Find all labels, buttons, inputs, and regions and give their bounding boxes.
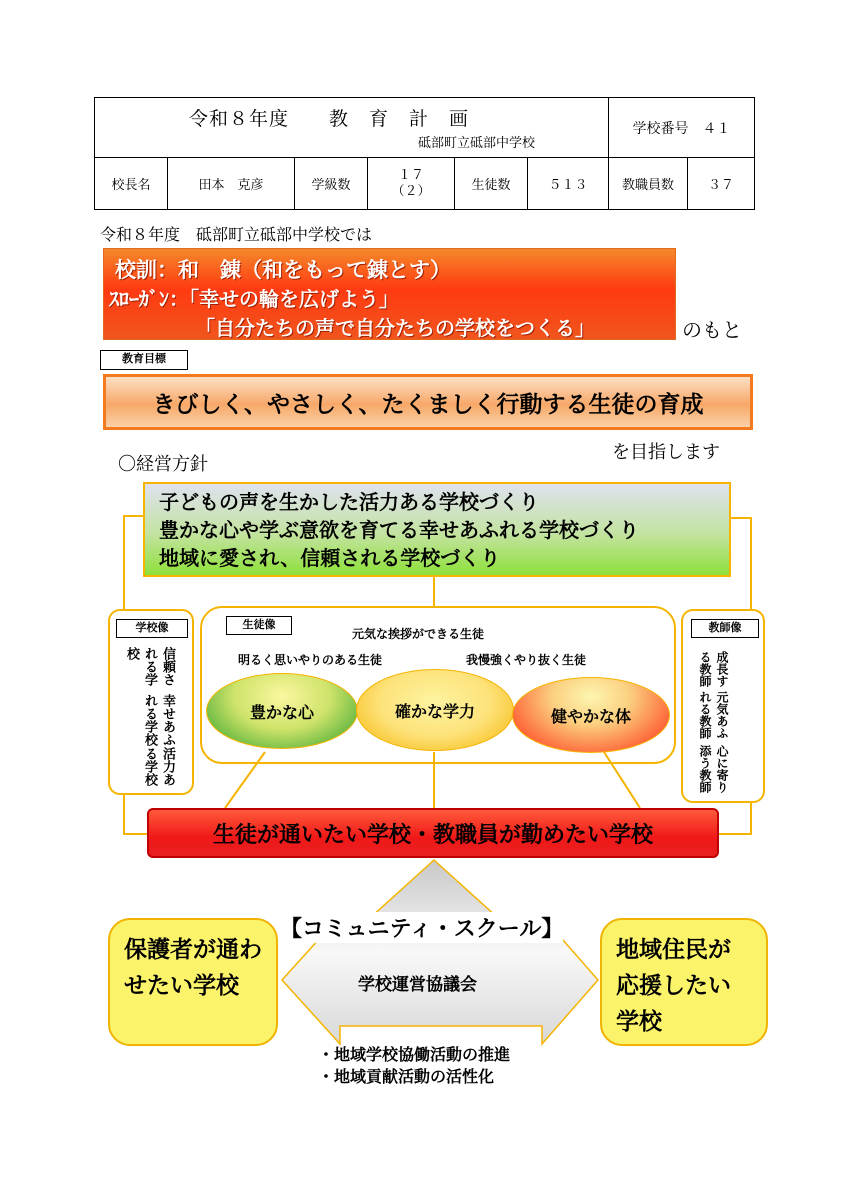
- school-image-label: 学校像: [116, 619, 188, 638]
- principal-label: 校長名: [95, 158, 168, 210]
- motto-line-1: 校訓：和 錬（和をもって錬とす）: [115, 258, 451, 282]
- oval-body-label: 健やかな体: [550, 706, 631, 726]
- vision-text: 生徒が通いたい学校・教職員が勤めたい学校: [212, 822, 653, 848]
- goal-label: 教育目標: [100, 350, 188, 370]
- bullet-item: ・地域貢献活動の活性化: [318, 1067, 495, 1086]
- school-image-line: 活力ある学校: [142, 747, 175, 786]
- oval-heart-label: 豊かな心: [249, 702, 314, 722]
- students-label: 生徒数: [455, 158, 528, 210]
- student-image-label: 生徒像: [226, 616, 292, 635]
- principal-name: 田本 克彦: [168, 158, 295, 210]
- policy-item: 地域に愛され、信頼される学校づくり: [159, 546, 501, 570]
- motto-line-3: 「自分たちの声で自分たちの学校をつくる」: [195, 316, 595, 340]
- council-label: 学校運営協議会: [358, 975, 477, 995]
- classes-count: １７: [397, 167, 424, 183]
- goal-suffix: を目指します: [612, 442, 720, 463]
- staff-label: 教職員数: [609, 158, 688, 210]
- policy-item: 豊かな心や学ぶ意欲を育てる幸せあふれる学校づくり: [159, 518, 639, 542]
- teacher-image-line: 成長する教師: [698, 651, 729, 688]
- motto-line-2: ｽﾛｰｶﾞﾝ：「幸せの輪を広げよう」: [109, 287, 399, 311]
- intro-text: 令和８年度 砥部町立砥部中学校では: [100, 225, 373, 244]
- student-trait-left: 明るく思いやりのある生徒: [238, 653, 383, 667]
- teacher-image-label: 教師像: [691, 619, 759, 638]
- community-bullets: [318, 1044, 510, 1088]
- residents-box: [600, 918, 768, 1046]
- residents-text: 地域住民が応援したい学校: [616, 937, 731, 1035]
- student-trait-right: 我慢強くやり抜く生徒: [466, 653, 587, 667]
- school-number: 学校番号 ４１: [609, 98, 755, 158]
- staff-value: ３７: [688, 158, 755, 210]
- student-trait-top: 元気な挨拶ができる生徒: [352, 627, 485, 641]
- teacher-image-line: 元気あふれる教師: [698, 691, 729, 740]
- parents-text: 保護者が通わせたい学校: [124, 937, 262, 999]
- community-title: 【コミュニティ・スクール】: [280, 912, 563, 943]
- school-image-line: 信頼される学校: [124, 647, 175, 686]
- classes-special: （２）: [391, 183, 431, 199]
- motto-suffix: のもと: [682, 318, 742, 342]
- school-name: 砥部町立砥部中学校: [418, 136, 536, 151]
- students-value: ５１３: [528, 158, 609, 210]
- plan-title: 令和８年度 教 育 計 画: [189, 108, 470, 130]
- classes-label: 学級数: [295, 158, 368, 210]
- parents-box: [108, 918, 278, 1046]
- policy-label: 〇経営方針: [118, 454, 208, 475]
- bullet-item: ・地域学校協働活動の推進: [318, 1045, 511, 1064]
- policy-item: 子どもの声を生かした活力ある学校づくり: [159, 490, 539, 514]
- goal-text: きびしく、やさしく、たくましく行動する生徒の育成: [152, 391, 704, 418]
- oval-academic-label: 確かな学力: [394, 701, 475, 721]
- teacher-image-line: 心に寄り添う教師: [698, 745, 729, 794]
- school-image-line: 幸せあふれる学校: [142, 693, 175, 746]
